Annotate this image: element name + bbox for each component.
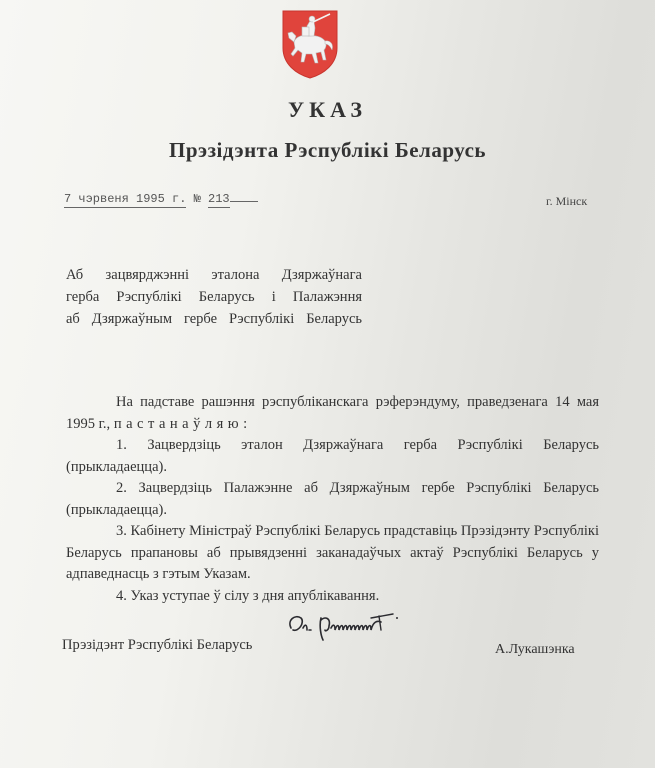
number-sign: №	[193, 192, 201, 206]
preamble-text: На падставе рашэння рэспубліканскага рэферэндуму, праведзенага 14 мая 1995 г.,	[66, 394, 599, 432]
decree-subtitle: Прэзідэнта Рэспублікі Беларусь	[168, 138, 487, 162]
decree-body	[66, 392, 599, 607]
signer-name: А.Лукашэнка	[495, 642, 575, 657]
city: г. Мінск	[546, 194, 588, 208]
preamble	[66, 392, 599, 435]
number-underline	[230, 191, 258, 202]
decree-word: пастанаўляю:	[113, 415, 252, 432]
coat-of-arms-icon	[280, 8, 340, 80]
clause-2: 2. Зацвердзіць Палажэнне аб Дзяржаўным гербе Рэспублікі Беларусь (прыкладаецца).	[66, 480, 599, 518]
clause-4: 4. Указ уступае ў сілу з дня апублікавання.	[116, 587, 380, 604]
decree-title: УКАЗ	[287, 97, 368, 122]
signatory-title: Прэзідэнт Рэспублікі Беларусь	[62, 637, 253, 653]
subject-line: аб Дзяржаўным гербе Рэспублікі Беларусь	[66, 311, 362, 327]
subject-line: герба Рэспублікі Беларусь і Палажэння	[66, 289, 362, 305]
decree-number: 213	[208, 192, 230, 206]
signature-icon	[285, 606, 465, 646]
decree-date: 7 чэрвеня 1995 г.	[64, 192, 187, 206]
clause-1: 1. Зацвердзіць эталон Дзяржаўнага герба Рэспублікі Беларусь (прыкладаецца).	[66, 437, 599, 475]
date-number-line	[64, 191, 258, 206]
subject-line: Аб зацвярджэнні эталона Дзяржаўнага	[66, 267, 362, 283]
decree-subject	[66, 264, 362, 330]
clause-3: 3. Кабінету Міністраў Рэспублікі Беларусь прадставіць Прэзідэнту Рэспублікі Беларусь прапановы аб прывядзенні заканадаўчых актаў Рэспублікі Беларусь у адпаведнасць з гэтым Указам.	[66, 523, 599, 582]
